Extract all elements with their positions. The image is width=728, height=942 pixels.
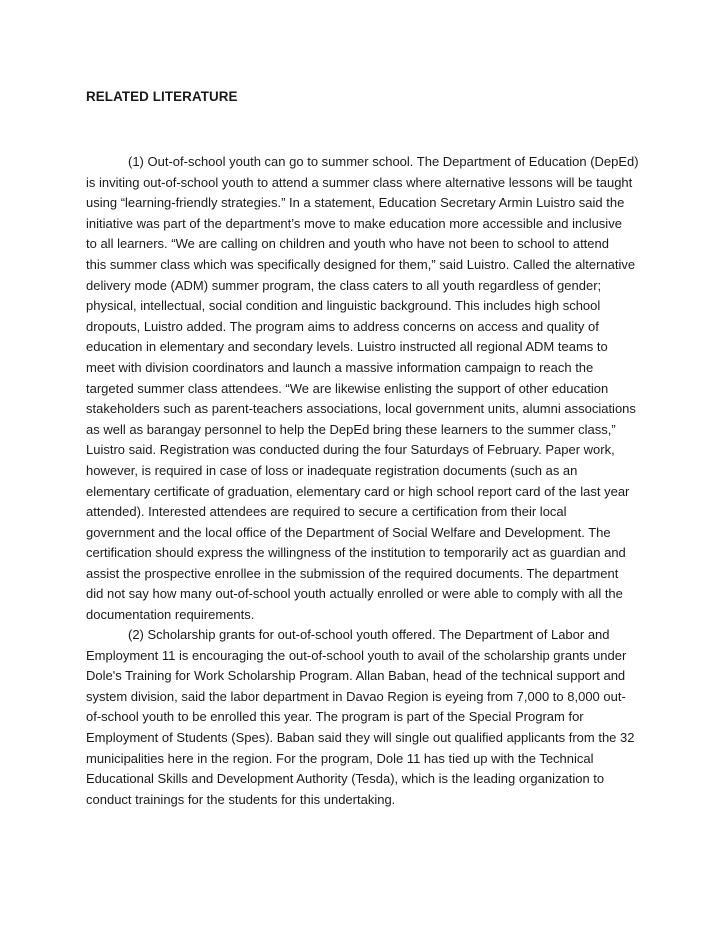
paragraph-line: certification should express the willingness of the institution to temporarily act as guardian and (86, 545, 626, 561)
paragraph-line: (2) Scholarship grants for out-of-school youth offered. The Department of Labor and (128, 627, 610, 642)
paragraph-line: physical, intellectual, social condition and linguistic background. This includes high school (86, 298, 601, 314)
paragraph-line: meet with division coordinators and launch a massive information campaign to reach the (86, 359, 594, 375)
paragraph-line: elementary certificate of graduation, elementary card or high school report card of the last year (86, 483, 630, 499)
paragraph-line: initiative was part of the department’s move to make education more accessible and inclusive (86, 215, 622, 231)
paragraph-line: system division, said the labor department in Davao Region is eyeing from 7,000 to 8,000 out- (86, 688, 626, 704)
paragraph-line: attended). Interested attendees are required to secure a certification from their local (86, 504, 567, 520)
paragraph-line: (1) Out-of-school youth can go to summer school. The Department of Education (DepEd) (128, 154, 639, 169)
paragraph-1 (86, 152, 646, 626)
paragraph-line: conduct trainings for the students for this undertaking. (86, 791, 396, 807)
paragraph-line: as well as barangay personnel to help the DepEd bring these learners to the summer class,” (86, 421, 616, 437)
paragraph-line: to all learners. “We are calling on children and youth who have not been to school to attend (86, 236, 609, 252)
paragraph-line: Dole's Training for Work Scholarship Program. Allan Baban, head of the technical support and (86, 668, 626, 684)
section-heading: RELATED LITERATURE (86, 89, 238, 104)
paragraph-line: government and the local office of the Department of Social Welfare and Development. The (86, 524, 611, 540)
paragraph-line: is inviting out-of-school youth to attend a summer class where alternative lessons will be taught (86, 174, 633, 190)
paragraph-line: however, is required in case of loss or inadequate registration documents (such as an (86, 462, 578, 478)
paragraph-2 (86, 625, 646, 810)
paragraph-line: stakeholders such as parent-teachers associations, local government units, alumni associations (86, 401, 636, 417)
paragraph-line: municipalities here in the region. For the program, Dole 11 has tied up with the Technical (86, 750, 594, 766)
paragraph-line: dropouts, Luistro added. The program aims to address concerns on access and quality of (86, 318, 599, 334)
paragraph-line: Employment 11 is encouraging the out-of-school youth to avail of the scholarship grants under (86, 647, 627, 663)
paragraph-line: this summer class which was specifically designed for them,” said Luistro. Called the alternative (86, 256, 636, 272)
paragraph-line: assist the prospective enrollee in the submission of the required documents. The department (86, 565, 619, 581)
paragraph-line: education in elementary and secondary levels. Luistro instructed all regional ADM teams to (86, 339, 608, 355)
paragraph-line: of-school youth to be enrolled this year. The program is part of the Special Program for (86, 709, 584, 725)
paragraph-line: targeted summer class attendees. “We are likewise enlisting the support of other education (86, 380, 609, 396)
paragraph-line: using “learning-friendly strategies.” In a statement, Education Secretary Armin Luistro said the (86, 195, 625, 211)
paragraph-line: Employment of Students (Spes). Baban said they will single out qualified applicants from the 32 (86, 729, 635, 745)
paragraph-line: Luistro said. Registration was conducted during the four Saturdays of February. Paper work, (86, 442, 615, 458)
paragraph-line: did not say how many out-of-school youth actually enrolled or were able to comply with all the (86, 586, 623, 602)
paragraph-line: Educational Skills and Development Authority (Tesda), which is the leading organization to (86, 771, 605, 787)
paragraph-line: delivery mode (ADM) summer program, the class caters to all youth regardless of gender; (86, 277, 602, 293)
paragraph-line: documentation requirements. (86, 607, 255, 623)
